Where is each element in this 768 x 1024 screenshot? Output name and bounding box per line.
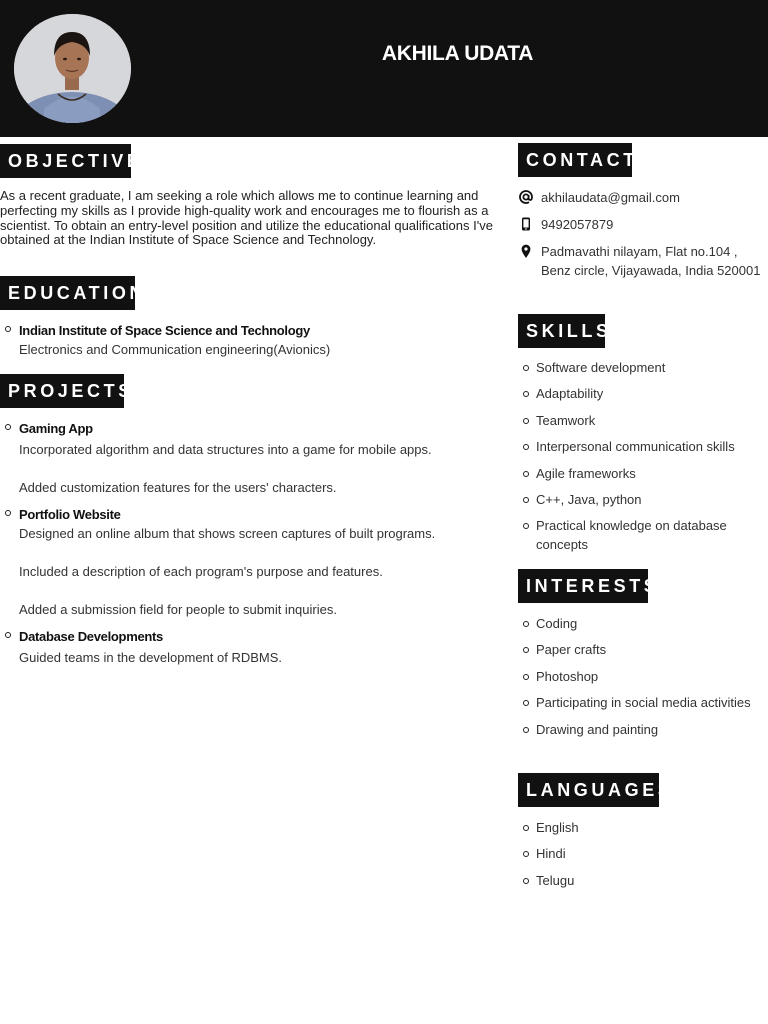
projects-heading: PROJECTS	[0, 374, 124, 408]
list-item: Practical knowledge on database concepts	[518, 516, 763, 554]
contact-heading: CONTACT	[518, 143, 632, 177]
interests-list	[518, 614, 763, 746]
project-line: Added a submission field for people to submit inquiries.	[19, 602, 337, 617]
languages-list	[518, 818, 763, 897]
project-line: Designed an online album that shows screen captures of built programs.	[19, 526, 436, 541]
list-item: C++, Java, python	[518, 490, 763, 509]
candidate-name: AKHILA UDATA	[381, 42, 534, 65]
email-text: akhilaudata@gmail.com	[541, 190, 680, 205]
education-list	[0, 321, 500, 359]
list-item: Adaptability	[518, 384, 763, 403]
projects-list	[0, 419, 500, 667]
avatar	[14, 14, 131, 123]
contact-email[interactable]	[518, 188, 763, 207]
list-item	[0, 627, 500, 667]
profile-photo	[14, 14, 131, 123]
list-item: Coding	[518, 614, 763, 633]
skills-heading: SKILLS	[518, 314, 605, 348]
list-item: Paper crafts	[518, 640, 763, 659]
list-item: Hindi	[518, 844, 763, 863]
project-title: Gaming App	[19, 421, 93, 436]
project-title: Database Developments	[19, 629, 163, 644]
project-line: Guided teams in the development of RDBMS.	[19, 650, 283, 665]
objective-heading: OBJECTIVE	[0, 144, 131, 178]
skills-list	[518, 358, 763, 562]
address-text: Padmavathi nilayam, Flat no.104 , Benz circle, Vijayawada, India 520001	[541, 244, 761, 278]
phone-icon	[518, 216, 534, 232]
list-item	[0, 419, 500, 497]
education-institution: Indian Institute of Space Science and Technology	[19, 323, 310, 338]
education-degree: Electronics and Communication engineering(Avionics)	[19, 342, 331, 357]
list-item: Participating in social media activities	[518, 693, 763, 712]
education-heading: EDUCATION	[0, 276, 135, 310]
list-item: English	[518, 818, 763, 837]
list-item: Drawing and painting	[518, 720, 763, 739]
list-item: Agile frameworks	[518, 464, 763, 483]
interests-heading: INTERESTS	[518, 569, 648, 603]
contact-phone[interactable]	[518, 215, 763, 234]
project-line: Added customization features for the users' characters.	[19, 480, 337, 495]
list-item: Software development	[518, 358, 763, 377]
project-line: Incorporated algorithm and data structures into a game for mobile apps.	[19, 442, 432, 457]
objective-text: As a recent graduate, I am seeking a role which allows me to continue learning and perfecting my skills as I provide high-quality work and encourages me to flourish as a scientist. To obtain an entry-level position and utilize the educational qualifications I've obtained at the Indian Institute of Space Science and Technology.	[0, 188, 493, 248]
phone-text: 9492057879	[541, 217, 614, 232]
list-item: Teamwork	[518, 411, 763, 430]
contact-address	[518, 242, 763, 280]
languages-heading: LANGUAGES	[518, 773, 659, 807]
project-line: Included a description of each program's purpose and features.	[19, 564, 383, 579]
header-band	[0, 0, 768, 137]
list-item: Telugu	[518, 871, 763, 890]
location-pin-icon	[518, 243, 534, 259]
list-item: Photoshop	[518, 667, 763, 686]
list-item	[0, 505, 500, 619]
at-icon	[518, 189, 534, 205]
project-title: Portfolio Website	[19, 507, 121, 522]
list-item	[0, 321, 500, 359]
list-item: Interpersonal communication skills	[518, 437, 763, 456]
